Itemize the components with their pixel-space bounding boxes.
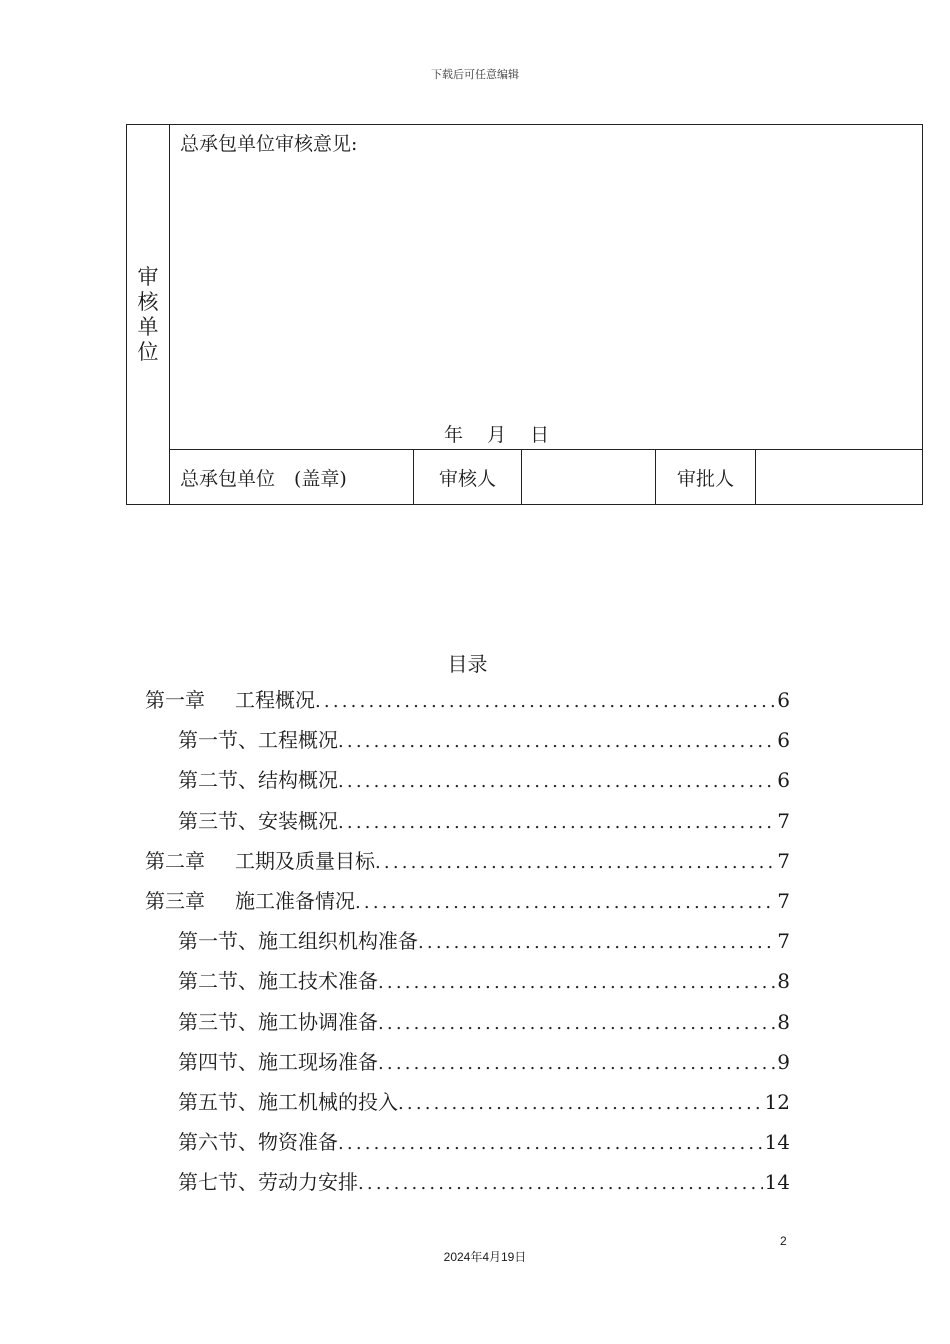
review-unit-label-cell (127, 125, 170, 505)
toc-entry-section[interactable] (145, 1082, 790, 1122)
toc-page-number: 7 (777, 929, 790, 954)
toc-leader-dots (358, 1164, 763, 1204)
review-unit-label: 审核单位 (137, 264, 159, 364)
toc-page-number: 7 (777, 848, 790, 873)
toc-leader-dots (338, 762, 775, 802)
toc-chapter-number: 第一章 (145, 688, 205, 712)
toc-leader-dots (378, 1004, 775, 1044)
toc-leader-dots (338, 803, 775, 843)
toc-entry-section[interactable] (145, 1122, 790, 1162)
toc-entry-section[interactable] (145, 1042, 790, 1082)
toc-leader-dots (398, 1084, 763, 1124)
toc-entry-section[interactable] (145, 1162, 790, 1202)
date-day: 日 (530, 424, 551, 446)
opinion-title: 总承包单位审核意见: (180, 133, 358, 155)
toc-entry-section[interactable] (145, 921, 790, 961)
reviewer-field[interactable] (522, 450, 656, 505)
toc-entry-text: 第二节、施工技术准备 (178, 969, 378, 994)
toc-leader-dots (375, 843, 775, 883)
toc-leader-dots (378, 963, 775, 1003)
review-table (126, 124, 923, 505)
toc-entry-text: 第三节、施工协调准备 (178, 1009, 378, 1034)
toc-entry-section[interactable] (145, 961, 790, 1001)
toc-page-number: 6 (777, 688, 790, 712)
header-note: 下载后可任意编辑 (431, 68, 519, 81)
toc-entry-text: 第四节、施工现场准备 (178, 1049, 378, 1074)
toc-leader-dots (315, 682, 775, 722)
toc-entry-chapter[interactable] (145, 881, 790, 921)
approver-field[interactable] (756, 450, 923, 505)
toc-page-number: 14 (764, 1130, 790, 1155)
toc-entry-section[interactable] (145, 720, 790, 760)
toc-entry-text: 第二节、结构概况 (178, 768, 338, 793)
toc-entry-text: 第一节、施工组织机构准备 (178, 929, 418, 954)
toc-entry-text: 第五节、施工机械的投入 (178, 1089, 398, 1114)
footer-date: 2024年4月19日 (443, 1250, 527, 1264)
toc-entry-section[interactable] (145, 801, 790, 841)
toc-entry-text: 第六节、物资准备 (178, 1130, 338, 1155)
table-of-contents (145, 680, 790, 1202)
toc-entry-text: 工程概况 (235, 688, 315, 712)
toc-leader-dots (418, 923, 775, 963)
toc-page-number: 12 (764, 1089, 790, 1114)
toc-page-number: 9 (777, 1049, 790, 1074)
opinion-cell[interactable] (170, 125, 923, 450)
toc-entry-section[interactable] (145, 760, 790, 800)
toc-page-number: 7 (777, 808, 790, 833)
toc-chapter-number: 第三章 (145, 888, 205, 913)
toc-page-number: 8 (777, 969, 790, 994)
page-number: 2 (780, 1234, 787, 1248)
toc-entry-text: 第七节、劳动力安排 (178, 1170, 358, 1195)
reviewer-label: 审核人 (414, 450, 522, 505)
date-year: 年 (444, 424, 465, 446)
contractor-stamp-label: 总承包单位 (盖章) (170, 450, 414, 505)
toc-page-number: 6 (777, 728, 790, 753)
toc-page-number: 7 (777, 888, 790, 913)
toc-leader-dots (355, 883, 775, 923)
toc-leader-dots (338, 1124, 763, 1164)
date-month: 月 (487, 424, 508, 446)
toc-chapter-number: 第二章 (145, 848, 205, 873)
toc-entry-text: 工期及质量目标 (235, 848, 375, 873)
toc-page-number: 8 (777, 1009, 790, 1034)
date-line (444, 420, 566, 447)
toc-entry-text: 第一节、工程概况 (178, 728, 338, 753)
toc-title: 目录 (447, 652, 488, 676)
toc-leader-dots (338, 722, 775, 762)
toc-page-number: 6 (777, 768, 790, 793)
toc-entry-chapter[interactable] (145, 680, 790, 720)
toc-leader-dots (378, 1044, 775, 1084)
toc-entry-section[interactable] (145, 1002, 790, 1042)
toc-page-number: 14 (764, 1170, 790, 1195)
toc-entry-text: 施工准备情况 (235, 888, 355, 913)
approver-label: 审批人 (656, 450, 756, 505)
toc-entry-text: 第三节、安装概况 (178, 808, 338, 833)
toc-entry-chapter[interactable] (145, 841, 790, 881)
